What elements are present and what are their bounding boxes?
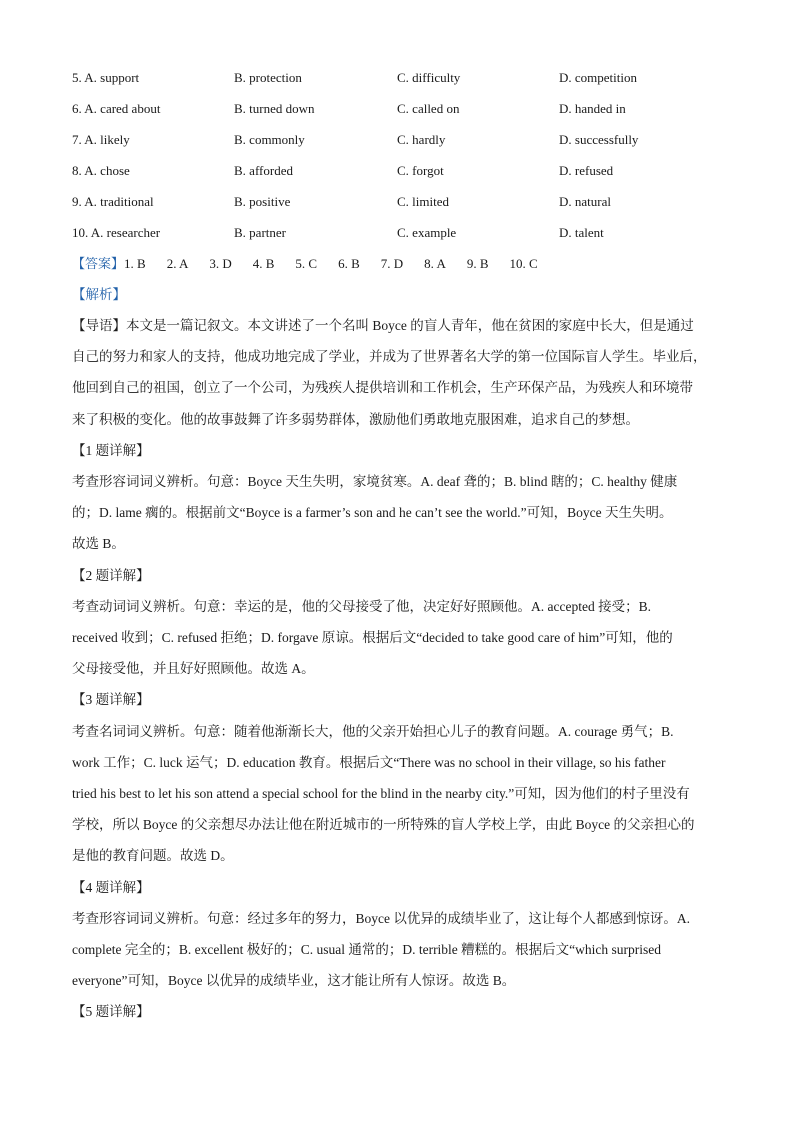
text-line: 考查形容词词义辨析。句意：Boyce 天生失明，家境贫寒。A. deaf 聋的；B. blind 瞎的；C. healthy 健康 — [72, 474, 678, 490]
option: C. difficulty — [397, 70, 461, 85]
text-line: tried his best to let his son attend a special school for the blind in the nearby city.”可知，因为他们的村子里没有 — [72, 786, 690, 802]
option: C. called on — [397, 101, 460, 116]
text-line: 的；D. lame 瘸的。根据前文“Boyce is a farmer’s son and he can’t see the world.”可知，Boyce 天生失明。 — [72, 505, 673, 521]
text-line: received 收到；C. refused 拒绝；D. forgave 原谅。根据后文“decided to take good care of him”可知，他的 — [72, 630, 673, 646]
answer-line — [72, 248, 732, 279]
option: 9. A. traditional — [72, 194, 154, 209]
section-paragraph — [72, 903, 732, 997]
answer-tag: 【答案】 — [72, 256, 125, 271]
text-line: 是他的教育问题。故选 D。 — [72, 848, 234, 864]
document-page — [72, 62, 732, 1028]
option: D. handed in — [559, 101, 626, 116]
text-line: 考查名词词义辨析。句意：随着他渐渐长大，他的父亲开始担心儿子的教育问题。A. courage 勇气；B. — [72, 723, 674, 739]
section-heading: 【1 题详解】 — [72, 442, 150, 458]
option: D. natural — [559, 194, 611, 209]
section-heading: 【2 题详解】 — [72, 567, 150, 583]
answer-item: 4. B — [252, 256, 275, 271]
text-line: complete 完全的；B. excellent 极好的；C. usual 通常的；D. terrible 糟糕的。根据后文“which surprised — [72, 942, 662, 958]
option: B. protection — [234, 70, 302, 85]
answer-item: 1. B — [124, 256, 146, 271]
option: B. positive — [234, 194, 291, 209]
option: D. competition — [559, 70, 637, 85]
detail-section-3 — [72, 684, 732, 871]
detail-section-1 — [72, 435, 732, 560]
option: B. partner — [234, 225, 286, 240]
options-list — [72, 62, 732, 248]
option: 6. A. cared about — [72, 101, 161, 116]
option: C. example — [397, 225, 457, 240]
analysis-heading: 【解析】 — [72, 287, 126, 302]
answer-item: 10. C — [509, 256, 538, 271]
option: 10. A. researcher — [72, 225, 161, 240]
text-line: work 工作；C. luck 运气；D. education 教育。根据后文“There was no school in their village, so his father — [72, 754, 666, 770]
section-paragraph — [72, 466, 732, 560]
text-line: 故选 B。 — [72, 536, 125, 552]
detail-section-4 — [72, 872, 732, 997]
intro-paragraph — [72, 310, 732, 435]
answer-item: 8. A — [424, 256, 446, 271]
answer-item: 5. C — [295, 256, 318, 271]
section-heading: 【4 题详解】 — [72, 879, 150, 895]
answer-item: 2. A — [166, 256, 189, 271]
text-line: 考查动词词义辨析。句意：幸运的是，他的父母接受了他，决定好好照顾他。A. accepted 接受；B. — [72, 598, 651, 614]
option: B. commonly — [234, 132, 305, 147]
text-line: 他回到自己的祖国，创立了一个公司，为残疾人提供培训和工作机会，生产环保产品，为残疾人和环境带 — [72, 380, 693, 396]
answer-item: 3. D — [209, 256, 232, 271]
option: D. successfully — [559, 132, 639, 147]
text-line: 学校，所以 Boyce 的父亲想尽办法让他在附近城市的一所特殊的盲人学校上学，由此 Boyce 的父亲担心的 — [72, 817, 695, 833]
option: C. hardly — [397, 132, 446, 147]
option: B. afforded — [234, 163, 293, 178]
option-row-8 — [72, 155, 732, 186]
section-heading: 【3 题详解】 — [72, 692, 150, 708]
option-row-9 — [72, 186, 732, 217]
detail-section-5 — [72, 996, 732, 1027]
option: 8. A. chose — [72, 163, 130, 178]
option-row-5 — [72, 62, 732, 93]
option: C. forgot — [397, 163, 444, 178]
section-heading: 【5 题详解】 — [72, 1004, 150, 1020]
option: C. limited — [397, 194, 449, 209]
option-row-7 — [72, 124, 732, 155]
text-line: 来了积极的变化。他的故事鼓舞了许多弱势群体，激励他们勇敢地克服困难，追求自己的梦想。 — [72, 411, 639, 427]
option: D. talent — [559, 225, 604, 240]
text-line: 考查形容词词义辨析。句意：经过多年的努力，Boyce 以优异的成绩毕业了，这让每个人都感到惊讶。A. — [72, 910, 690, 926]
section-paragraph — [72, 716, 732, 872]
answer-item: 9. B — [466, 256, 489, 271]
text-line: 父母接受他，并且好好照顾他。故选 A。 — [72, 661, 315, 677]
answer-item: 6. B — [338, 256, 360, 271]
detail-section-2 — [72, 560, 732, 685]
text-line: everyone”可知，Boyce 以优异的成绩毕业，这才能让所有人惊讶。故选 B。 — [72, 973, 516, 989]
text-line: 自己的努力和家人的支持，他成功地完成了学业，并成为了世界著名大学的第一位国际盲人学生。毕业后， — [72, 349, 707, 365]
text-line: 【导语】本文是一篇记叙文。本文讲述了一个名叫 Boyce 的盲人青年，他在贫困的家庭中长大，但是通过 — [72, 318, 694, 333]
option-row-10 — [72, 217, 732, 248]
section-paragraph — [72, 591, 732, 685]
answer-item: 7. D — [380, 256, 404, 271]
option-row-6 — [72, 93, 732, 124]
option: B. turned down — [234, 101, 315, 116]
option: 5. A. support — [72, 70, 140, 85]
option: D. refused — [559, 163, 614, 178]
option: 7. A. likely — [72, 132, 130, 147]
